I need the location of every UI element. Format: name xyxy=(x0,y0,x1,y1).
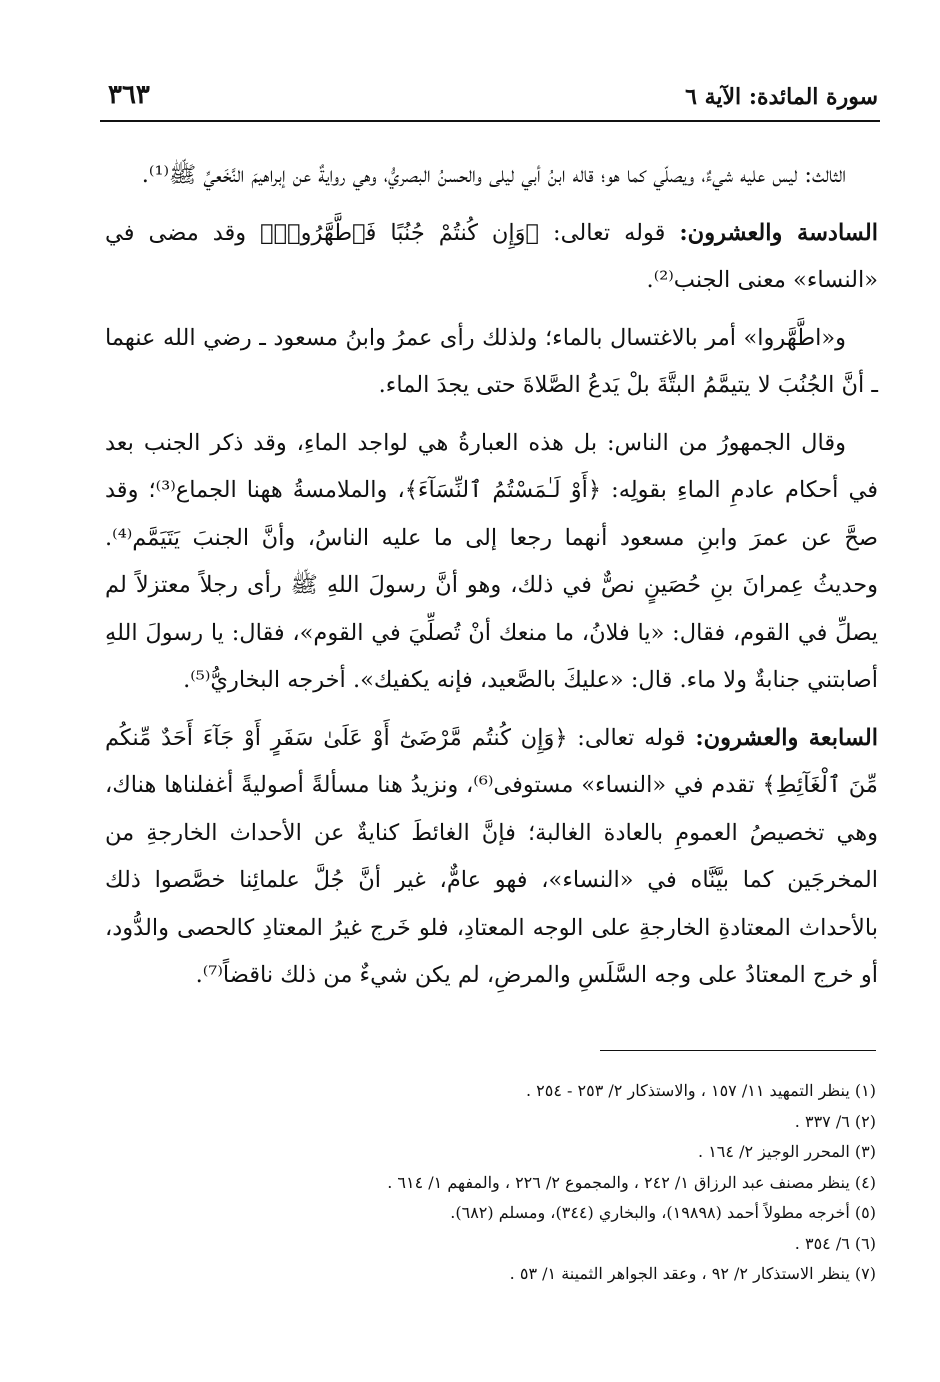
paragraph-text: قوله تعالى: ﴿وَإِن كُنتُمْ جُنُبًا فَٱطَّهَّرُوا۟﴾ وقد مضى في «النساء» معنى الجنب⁽²⁾. xyxy=(105,219,878,293)
issue-heading: السادسة والعشرون: xyxy=(679,219,878,246)
running-header xyxy=(108,80,878,118)
issue-heading: السابعة والعشرون: xyxy=(695,724,878,751)
paragraph-issue-26 xyxy=(105,210,878,305)
footnote: (٥) أخرجه مطولاً أحمد (١٩٨٩٨)، والبخاري (٣٤٤)، ومسلم (٦٨٢). xyxy=(450,1203,876,1222)
paragraph-text: و«اطَّهَّروا» أمر بالاغتسال بالماء؛ ولذلك رأى عمرُ وابنُ مسعود ـ رضي الله عنهما ـ أنَّ الجُنُبَ لا يتيمَّمُ البتَّةَ بلْ يَدعُ الصَّلاةَ حتى يجدَ الماء. xyxy=(105,324,878,398)
paragraph-text: الثالث: ليس عليه شيءٌ، ويصلّي كما هو؛ قاله ابنُ أبي ليلى والحسنُ البصريُّ، وهي روايةٌ عن إبراهيمَ النَّخَعيِّ ﷺ⁽¹⁾. xyxy=(141,162,846,188)
footnote: (٢) ٦/ ٣٣٧ . xyxy=(794,1111,876,1131)
footnote: (٣) المحرر الوجيز ٢/ ١٦٤ . xyxy=(698,1142,876,1161)
paragraph-text: قوله تعالى: ﴿وَإِن كُنتُم مَّرْضَىٰٓ أَوْ عَلَىٰ سَفَرٍ أَوْ جَآءَ أَحَدٌ مِّنكُم مِّنَ ٱلْغَآئِطِ﴾ تقدم في «النساء» مستوفى⁽⁶⁾، ونزيدُ هنا مسألةً أصوليةً أغفلناها هناك، وهي تخصيصُ العمومِ بالعادة الغالبة؛ فإنَّ الغائطَ كنايةٌ عن الأحداث الخارجةِ من المخرجَين كما بيَّنَّاه في «النساء»، فهو عامٌّ، غير أنَّ جُلَّ علمائِنا خصَّصوا ذلك بالأحداث المعتادةِ الخارجةِ على الوجه المعتادِ، فلو خَرج غيرُ المعتادِ كالحصى والدُّود، أو خرج المعتادُ على وجه السَّلَسِ والمرضِ، لم يكن شيءٌ من ذلك ناقضاً⁽⁷⁾. xyxy=(105,724,878,988)
footnotes xyxy=(200,1076,876,1290)
footnote-divider xyxy=(600,1050,876,1051)
footnote: (٧) ينظر الاستذكار ٢/ ٩٢ ، وعقد الجواهر الثمينة ١/ ٥٣ . xyxy=(509,1264,876,1283)
header-divider xyxy=(100,120,880,122)
paragraph-issue-27 xyxy=(105,715,878,1000)
page-number: ٣٦٣ xyxy=(108,80,150,110)
footnote: (٤) ينظر مصنف عبد الرزاق ١/ ٢٤٢ ، والمجموع ٢/ ٢٢٦ ، والمفهم ١/ ٦١٤ . xyxy=(387,1172,876,1192)
paragraph-text: وقال الجمهورُ من الناس: بل هذه العبارةُ هي لواجد الماءِ، وقد ذكر الجنب بعد في أحكام عادمِ الماءِ بقولِه: ﴿أَوْ لَـٰمَسْتُمُ ٱلنِّسَآءَ﴾، والملامسةُ ههنا الجماع⁽³⁾؛ وقد صحَّ عن عمرَ وابنِ مسعود أنهما رجعا إلى ما عليه الناسُ، وأنَّ الجنبَ يَتَيَمَّم⁽⁴⁾. وحديثُ عِمرانَ بنِ حُصَينٍ نصٌّ في ذلك، وهو أنَّ رسولَ اللهِ ﷺ رأى رجلاً معتزلاً لم يصلِّ في القوم، فقال: «يا فلانُ، ما منعك أنْ تُصلِّيَ في القوم»، فقال: يا رسولَ اللهِ أصابتني جنابةٌ ولا ماء. قال: «عليكَ بالصَّعيد، فإنه يكفيك». أخرجه البخاريُّ⁽⁵⁾. xyxy=(105,429,878,693)
surah-title: سورة المائدة: الآية ٦ xyxy=(685,84,878,110)
main-text xyxy=(105,152,878,1010)
paragraph-jumhur xyxy=(105,420,878,705)
footnote: (١) ينظر التمهيد ١١/ ١٥٧ ، والاستذكار ٢/ ٢٥٣ - ٢٥٤ . xyxy=(526,1081,876,1100)
paragraph-third-opinion xyxy=(105,152,878,200)
footnote: (٦) ٦/ ٣٥٤ . xyxy=(794,1233,876,1253)
paragraph-ittahharu xyxy=(105,315,878,410)
